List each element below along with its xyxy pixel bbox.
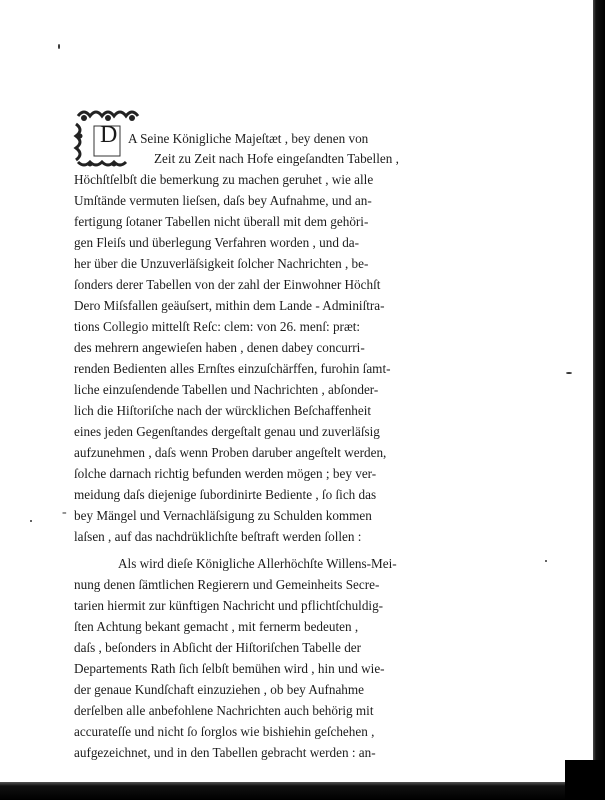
text-line: tarien hiermit zur künftigen Nachricht und pflichtſchuldig- bbox=[74, 598, 384, 613]
margin-mark: - bbox=[62, 505, 67, 520]
scan-border-right bbox=[593, 0, 605, 800]
text-line: liche einzuſendende Tabellen und Nachrichten , abſonder- bbox=[74, 382, 379, 397]
text-line: accurateſſe und nicht ſo ſorglos wie bishiehin geſchehen , bbox=[74, 724, 375, 739]
text-line: Departements Rath ſich ſelbſt bemühen wird , hin und wie- bbox=[74, 661, 385, 676]
text-line: renden Bedienten alles Ernſtes einzuſchärffen, furohin ſamt- bbox=[74, 361, 391, 376]
text-line: bey Mängel und Vernachläſsigung zu Schulden kommen bbox=[74, 508, 372, 523]
text-line: ſonders derer Tabellen von der zahl der Einwohner Höchſt bbox=[74, 277, 381, 292]
text-line: ſolche darnach richtig befunden werden mögen ; bey ver- bbox=[74, 466, 377, 481]
text-line: her über die Unzuverläſsigkeit ſolcher Nachrichten , be- bbox=[74, 256, 369, 271]
text-line: Dero Miſsfallen geäuſsert, mithin dem Lande - Adminiſtra- bbox=[74, 298, 385, 313]
text-line: meidung daſs diejenige ſubordinirte Bediente , ſo ſich das bbox=[74, 487, 377, 502]
text-line: derſelben alle anbefohlene Nachrichten auch behörig mit bbox=[74, 703, 374, 718]
text-line: nung denen ſämtlichen Regierern und Gemeinheits Secre- bbox=[74, 577, 380, 592]
text-line: tions Collegio mittelſt Reſc: clem: von 26. menſ: præt: bbox=[74, 319, 361, 334]
text-line: lich die Hiſtoriſche nach der würcklichen Beſchaffenheit bbox=[74, 403, 372, 418]
text-line: Umſtände vermuten lieſsen, daſs bey Aufnahme, und an- bbox=[74, 193, 372, 208]
text-line: ſten Achtung bekant gemacht , mit fernerm bedeuten , bbox=[74, 619, 359, 634]
text-line: eines jeden Gegenſtandes dergeſtalt genau und zuverläſsig bbox=[74, 424, 380, 439]
scan-border-bottom bbox=[0, 782, 605, 800]
text-line: laſsen , auf das nachdrüklichſte beſtraft werden ſollen : bbox=[74, 529, 362, 544]
text-line: Als wird dieſe Königliche Allerhöchſte Willens-Mei- bbox=[118, 556, 397, 571]
text-line: des mehrern angewieſen haben , denen dabey concurri- bbox=[74, 340, 365, 355]
scan-border-corner bbox=[565, 760, 605, 800]
text-line: aufzunehmen , daſs wenn Proben daruber angeſtelt werden, bbox=[74, 445, 387, 460]
text-line: daſs , beſonders in Abſicht der Hiſtoriſchen Tabelle der bbox=[74, 640, 362, 655]
text-line: Höchſtſelbſt die bemerkung zu machen geruhet , wie alle bbox=[74, 172, 374, 187]
text-line: gen Fleiſs und überlegung Verfahren worden , und da- bbox=[74, 235, 360, 250]
text-line: aufgezeichnet, und in den Tabellen gebracht werden : an- bbox=[74, 745, 376, 760]
text-line: A Seine Königliche Majeſtæt , bey denen von bbox=[128, 131, 369, 146]
text-line: der genaue Kundſchaft einzuziehen , ob bey Aufnahme bbox=[74, 682, 365, 697]
initial-letter: D bbox=[100, 122, 118, 148]
text-line: fertigung ſotaner Tabellen nicht überall mit dem gehöri- bbox=[74, 214, 369, 229]
text-line: Zeit zu Zeit nach Hofe eingeſandten Tabellen , bbox=[154, 151, 399, 166]
